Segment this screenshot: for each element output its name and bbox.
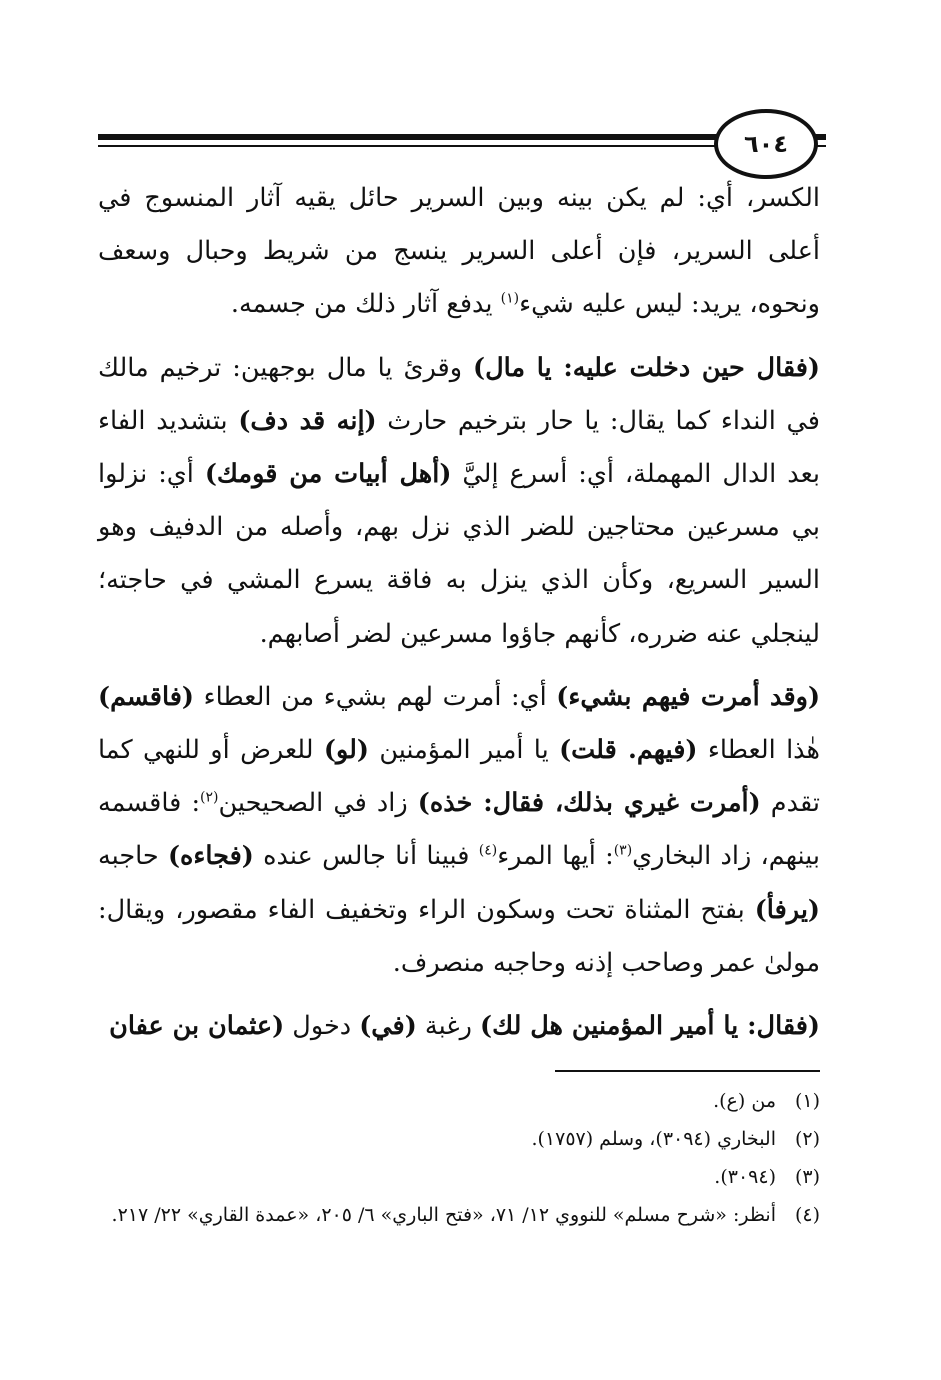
text-segment: فبينا أنا جالس عنده <box>253 841 479 872</box>
quoted-text: (فقال: يا أمير المؤمنين هل لك) <box>480 1011 820 1042</box>
text-segment: : أيها المرء <box>497 841 614 872</box>
footnote-text: أنظر: «شرح مسلم» للنووي ١٢/ ٧١، «فتح الباري» ٦/ ٢٠٥، «عمدة القاري» ٢٢/ ٢١٧. <box>111 1204 776 1226</box>
footnote-ref-2[interactable]: (٢) <box>200 789 219 806</box>
footnote-text: البخاري (٣٠٩٤)، وسلم (١٧٥٧). <box>531 1128 776 1150</box>
footnote-1 <box>98 1082 820 1120</box>
paragraph-3 <box>98 671 820 990</box>
footnotes <box>98 1082 820 1234</box>
quoted-text: (فقال حين دخلت عليه: يا مال) <box>473 352 820 383</box>
footnote-2 <box>98 1120 820 1158</box>
quoted-text: (أهل أبيات من قومك) <box>204 459 452 490</box>
text-segment: رغبة <box>416 1011 481 1042</box>
quoted-text: (فاقسم) <box>98 681 194 712</box>
footnote-number: (٤) <box>794 1204 820 1226</box>
page-number: ٦٠٤ <box>714 109 818 179</box>
body-text <box>98 172 820 1063</box>
text-segment: يدفع آثار ذلك من جسمه. <box>230 289 501 320</box>
header-rule-thin <box>98 145 726 147</box>
footnote-text: من (ع). <box>713 1090 776 1112</box>
footnote-number: (٢) <box>794 1128 820 1150</box>
quoted-text: (يرفأ) <box>754 894 820 925</box>
quoted-text: (أمرت غيري بذلك، فقال: خذه) <box>417 788 761 819</box>
quoted-text: (في) <box>359 1011 417 1042</box>
footnote-ref-4[interactable]: (٤) <box>478 842 498 859</box>
quoted-text: (لو) <box>323 735 369 766</box>
footnote-ref-3[interactable]: (٣) <box>613 842 633 859</box>
text-segment: أي: نزلوا بي مسرعين محتاجين للضر الذي نزل بهم، وأصله من الدفيف وهو السير السريع، وكأن الذي ينزل به فاقة يسرع المشي في حاجته؛ لينجلي عنه ضرره، كأنهم جاؤوا مسرعين لضر أصابهم. <box>98 459 820 649</box>
paragraph-2 <box>98 342 820 661</box>
header-rule-thick <box>98 134 726 140</box>
footnote-divider <box>555 1070 820 1072</box>
text-segment: : فاقسمه بينهم، زاد البخاري <box>98 788 820 872</box>
text-segment: هٰذا العطاء <box>697 735 820 766</box>
text-segment: دخول <box>284 1011 360 1042</box>
footnote-3 <box>98 1158 820 1196</box>
paragraph-4 <box>98 1000 820 1053</box>
footnote-ref-1[interactable]: (١) <box>500 290 520 307</box>
quoted-text: (فيهم. قلت) <box>559 735 698 766</box>
text-segment: زاد في الصحيحين <box>218 788 418 819</box>
text-segment: الكسر، أي: لم يكن بينه وبين السرير حائل يقيه آثار المنسوج في أعلى السرير، فإن أعلى السرير ينسج من شريط وحبال وسعف ونحوه، يريد: ليس عليه شيء <box>98 183 820 320</box>
footnote-4 <box>98 1196 820 1234</box>
footnote-number: (١) <box>794 1090 820 1112</box>
quoted-text: (فجاءه) <box>167 841 254 872</box>
footnote-number: (٣) <box>794 1166 820 1188</box>
text-segment: أي: أمرت لهم بشيء من العطاء <box>194 681 557 712</box>
text-segment: وقرئ يا مال بوجهين: ترخيم مالك في النداء كما يقال: يا حار بترخيم حارث <box>98 352 820 436</box>
quoted-text: (وقد أمرت فيهم بشيء) <box>556 681 821 712</box>
text-segment: يا أمير المؤمنين <box>368 735 560 766</box>
quoted-text: (إنه قد دف) <box>238 405 377 436</box>
paragraph-1 <box>98 172 820 332</box>
text-segment: حاجبه <box>98 841 168 872</box>
text-segment: بتشديد الفاء بعد الدال المهملة، أي: أسرع إليَّ <box>98 405 821 490</box>
quoted-text: (عثمان بن عفان <box>109 1011 285 1042</box>
text-segment: بفتح المثناة تحت وسكون الراء وتخفيف الفاء مقصور، ويقال: مولىٰ عمر وصاحب إذنه وحاجبه منصرف. <box>98 894 820 978</box>
footnote-text: (٣٠٩٤). <box>714 1166 776 1188</box>
text-segment: للعرض أو للنهي كما تقدم <box>98 735 820 819</box>
